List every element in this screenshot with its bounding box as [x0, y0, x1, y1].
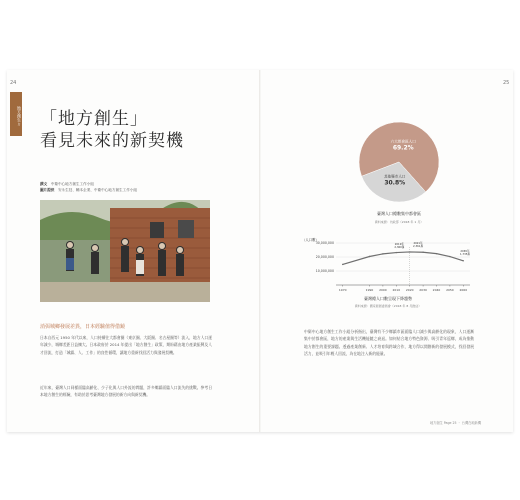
credit-text: 中衛中心地方創生工作小組 [50, 182, 94, 186]
credit-text-label: 撰文 [40, 182, 48, 186]
line-point [463, 260, 464, 261]
line-x-tick: 2010 [392, 288, 401, 292]
page-number-right: 25 [503, 80, 510, 86]
line-chart-title: 臺灣總人口數呈現下降趨勢 [364, 296, 412, 301]
article-credits [40, 181, 137, 193]
line-chart [298, 235, 478, 295]
line-y-tick: 20,000,000 [315, 255, 334, 260]
line-point [422, 252, 423, 253]
line-annotation: 2019年 2,360萬 [394, 243, 405, 249]
side-tag: 地方創生ㄉ [10, 92, 22, 136]
line-x-tick: 2060 [459, 288, 468, 292]
line-point [449, 256, 450, 257]
pie-slice-label: 其他縣市人口 [383, 174, 406, 179]
line-x-tick: 2040 [432, 288, 441, 292]
article-title [40, 108, 184, 152]
pie-slice-value: 69.2% [392, 144, 414, 152]
section-heading: 消弭城鄉發展差異，日本經驗值得借鏡 [40, 324, 126, 330]
line-x-tick: 2020 [405, 288, 414, 292]
line-chart-source: 資料來源：國家發展委員會（2018 年 8 月推估） [354, 304, 422, 308]
line-point [382, 253, 383, 254]
pie-chart [357, 120, 441, 204]
line-x-tick: 2000 [379, 288, 387, 292]
line-x-tick: 1990 [365, 288, 374, 292]
line-x-tick: 2030 [419, 288, 427, 292]
line-point [342, 264, 343, 265]
line-y-tick: 10,000,000 [315, 269, 334, 274]
line-point [369, 256, 370, 257]
page-number-left: 24 [10, 80, 17, 86]
line-point [436, 253, 437, 254]
line-y-tick: 30,000,000 [315, 241, 334, 246]
line-y-unit: （人口數） [302, 238, 319, 242]
right-paragraph: 中衛中心地方創生工作小組分析指出，臺灣有不少鄉鎮市區面臨人口減少與高齡化的現象，人口逐漸集中於都會區，地方的產業與生活機能隨之衰退。如何結合地方特色資源、吸引青年返鄉，成為推動地方創生的重要課題。透過產業創新、人才培育與跨域合作，地方得以開創新的發展模式，找回發展活力，並吸引年輕人回流，為在地注入新的能量。 [304, 329, 474, 357]
line-point [396, 252, 397, 253]
line-annotation: 2065年 1,735萬 [459, 250, 471, 256]
pie-slice-label: 六大都會區人口 [390, 139, 416, 144]
credit-photo-label: 圖片提供 [40, 188, 55, 192]
line-x-tick: 1970 [338, 288, 347, 292]
credit-photo: 安永生技、輔本企業、中衛中心地方創生工作小組 [57, 188, 138, 192]
pie-chart-source: 資料來源：內政部（2018 年 1 月） [374, 220, 424, 224]
pie-chart-title: 臺灣人口總數集中都會區 [377, 211, 421, 216]
title-line-1: 「地方創生」 [40, 109, 148, 129]
group-photo [40, 200, 210, 302]
line-series [343, 252, 464, 264]
line-annotation: 2021年 2,361萬 [413, 242, 424, 248]
page-footer: 地方創生 Page 25 ・ 台灣在地新機 [430, 421, 481, 425]
title-line-2: 看見未來的新契機 [40, 131, 184, 151]
left-paragraph-2: 近年來，臺灣人口同樣面臨高齡化、少子化與人口外流的問題，許多鄉鎮面臨人口流失的挑戰。參考日本地方創生的經驗，有助於思考臺灣地方發展的新方向與新契機。 [40, 385, 212, 398]
line-x-tick: 2050 [446, 288, 454, 292]
left-paragraph-1: 日本自西元 1950 年代以來，人口持續往大都會圈（東京圈、大阪圈、名古屋圈等）流入，地方人口逐年減少，城鄉差距日益擴大。日本政府於 2014 年提出「地方創生」政策，期盼藉由地方產業振興及人才回流，打造「城鎮、人、工作」的良性循環，讓地方重新找回活力與發展契機。 [40, 335, 212, 355]
book-gutter [259, 70, 261, 432]
pie-slice-value: 30.8% [384, 179, 406, 187]
